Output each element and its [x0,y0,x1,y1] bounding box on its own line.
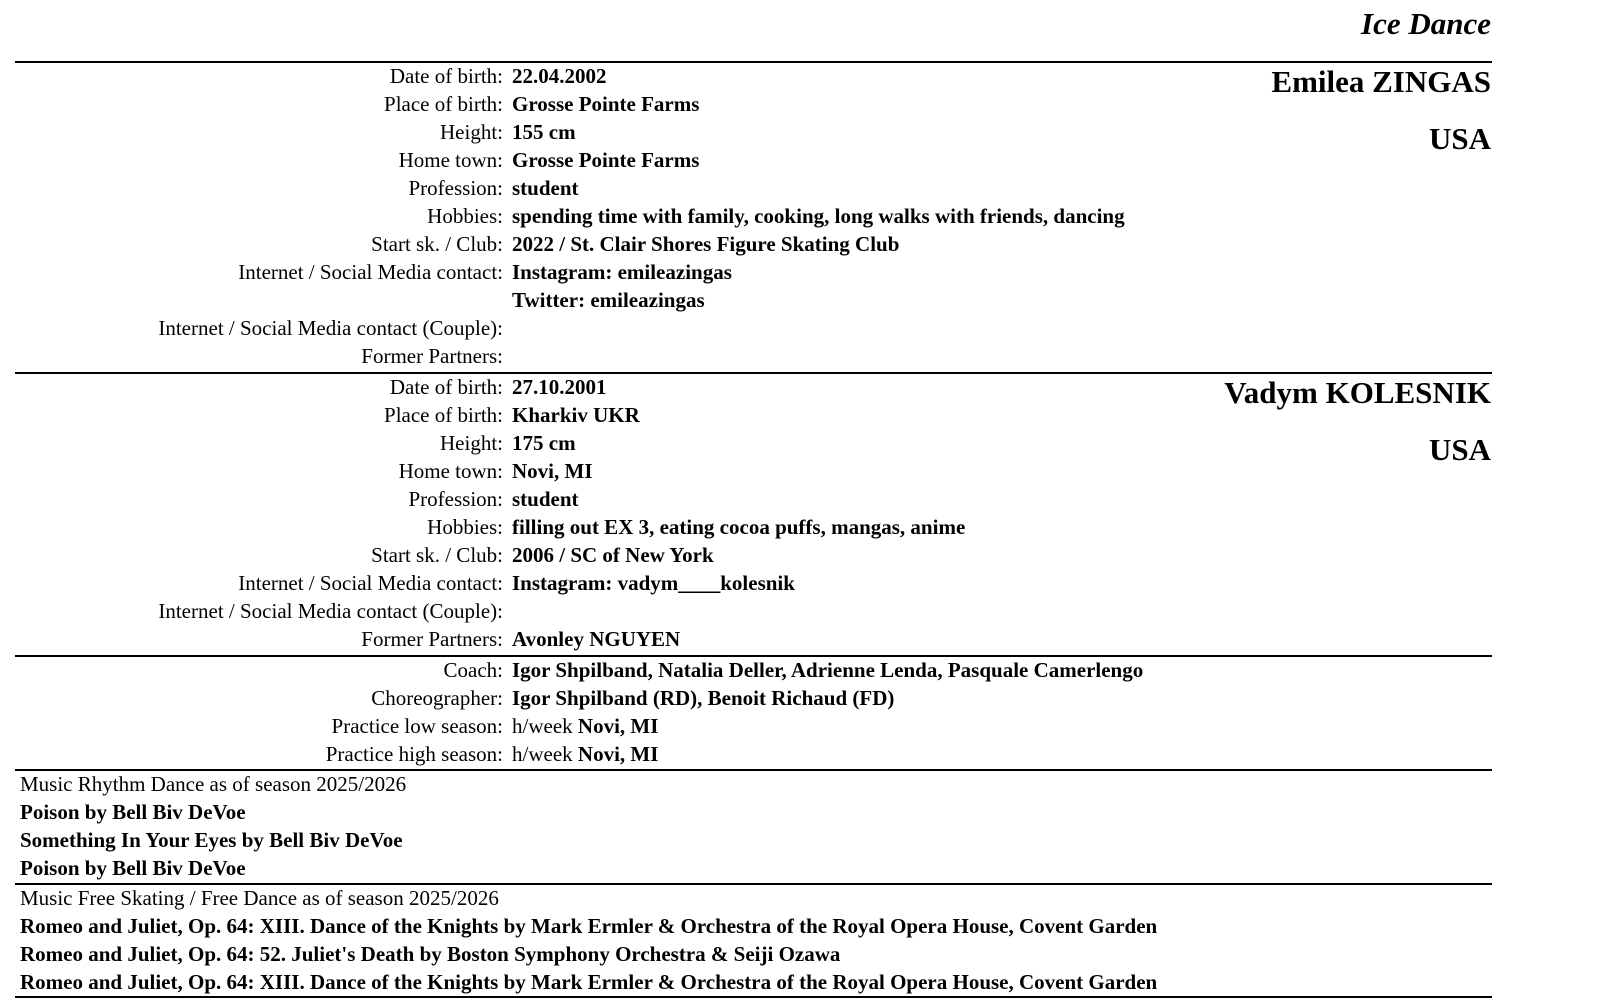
field-value: Grosse Pointe Farms [512,92,700,116]
field-label: Practice low season: [331,714,503,738]
field-value: student [512,487,579,511]
music-item: Romeo and Juliet, Op. 64: XIII. Dance of the Knights by Mark Ermler & Orchestra of the Royal Opera House, Covent Garden [20,914,1158,938]
field-label: Home town: [398,459,503,483]
field-label: Date of birth: [389,64,503,88]
field-value: Instagram: emileazingas [512,260,732,284]
field-label: Height: [440,120,503,144]
field-value: Avonley NGUYEN [512,627,681,651]
skater-2-country: USA [1428,432,1491,467]
field-label: Home town: [398,148,503,172]
field-value: 2006 / SC of New York [512,543,714,567]
field-value: Igor Shpilband, Natalia Deller, Adrienne Lenda, Pasquale Camerlengo [512,658,1144,682]
practice-place: Novi, MI [577,742,659,766]
practice-place: Novi, MI [577,714,659,738]
field-value: Twitter: emileazingas [512,288,705,312]
field-label: Profession: [408,487,503,511]
field-label: Place of birth: [384,92,503,116]
practice-hours: h/week [512,742,573,766]
field-label: Internet / Social Media contact: [238,260,503,284]
field-label: Practice high season: [325,742,503,766]
field-label: Date of birth: [389,375,503,399]
field-value: 175 cm [512,431,576,455]
field-value: spending time with family, cooking, long walks with friends, dancing [512,204,1125,228]
field-value: Kharkiv UKR [512,403,640,427]
field-value [512,740,658,768]
field-label: Profession: [408,176,503,200]
discipline-title: Ice Dance [1361,6,1491,41]
skater-1-country: USA [1428,121,1491,156]
field-label: Hobbies: [427,204,503,228]
music-heading: Music Rhythm Dance as of season 2025/2026 [20,772,407,796]
field-label: Start sk. / Club: [371,543,503,567]
divider [15,996,1492,998]
field-label: Internet / Social Media contact (Couple): [158,599,503,623]
music-item: Romeo and Juliet, Op. 64: 52. Juliet's Death by Boston Symphony Orchestra & Seiji Ozawa [20,942,841,966]
practice-hours: h/week [512,714,573,738]
field-value: Grosse Pointe Farms [512,148,700,172]
field-value: 27.10.2001 [512,375,607,399]
field-value: Instagram: vadym____kolesnik [512,571,795,595]
skater-2-name: Vadym KOLESNIK [1224,375,1491,410]
field-label: Start sk. / Club: [371,232,503,256]
field-value: student [512,176,579,200]
music-item: Romeo and Juliet, Op. 64: XIII. Dance of the Knights by Mark Ermler & Orchestra of the Royal Opera House, Covent Garden [20,970,1158,994]
field-value: 2022 / St. Clair Shores Figure Skating Club [512,232,900,256]
field-label: Height: [440,431,503,455]
field-value: 155 cm [512,120,576,144]
music-heading: Music Free Skating / Free Dance as of season 2025/2026 [20,886,499,910]
skater-1-name: Emilea ZINGAS [1271,64,1491,99]
field-value: Igor Shpilband (RD), Benoit Richaud (FD) [512,686,895,710]
music-item: Poison by Bell Biv DeVoe [20,800,246,824]
field-label: Former Partners: [361,344,503,368]
field-value [512,712,658,740]
field-value: filling out EX 3, eating cocoa puffs, mangas, anime [512,515,966,539]
music-item: Poison by Bell Biv DeVoe [20,856,246,880]
field-label: Hobbies: [427,515,503,539]
field-value: 22.04.2002 [512,64,607,88]
field-label: Internet / Social Media contact (Couple): [158,316,503,340]
field-label: Coach: [443,658,503,682]
field-label: Place of birth: [384,403,503,427]
field-label: Internet / Social Media contact: [238,571,503,595]
field-label: Former Partners: [361,627,503,651]
music-item: Something In Your Eyes by Bell Biv DeVoe [20,828,403,852]
field-value: Novi, MI [512,459,593,483]
field-label: Choreographer: [371,686,503,710]
